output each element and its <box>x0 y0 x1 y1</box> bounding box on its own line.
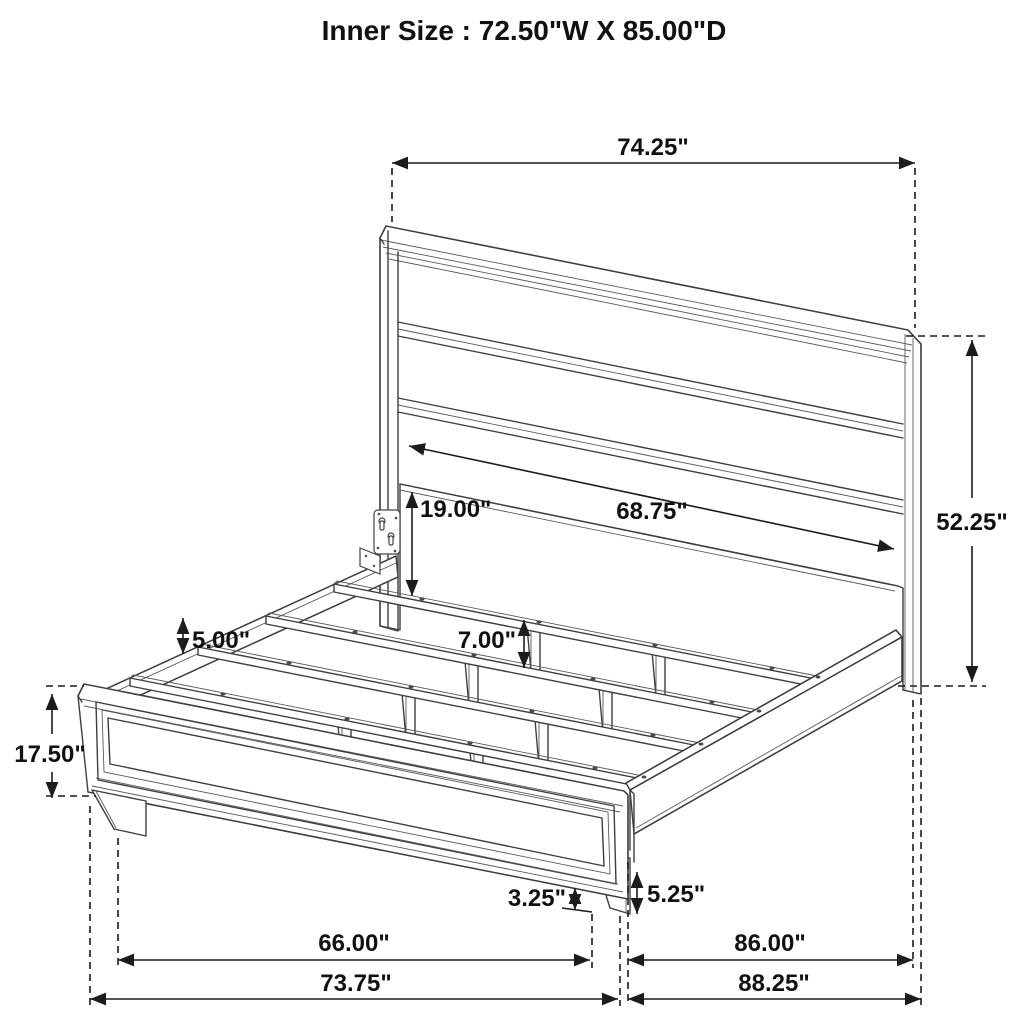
dim-label-slat-gap: 5.00" <box>192 627 251 654</box>
drawing-title: Inner Size : 72.50"W X 85.00"D <box>321 15 727 46</box>
dim-label-top-width: 74.25" <box>617 134 689 161</box>
dim-label-inner-length: 66.00" <box>318 930 390 957</box>
dim-label-overall-length: 88.25" <box>738 970 810 997</box>
dim-label-inner-width: 68.75" <box>616 498 688 525</box>
dim-label-headboard-height: 52.25" <box>936 509 1008 536</box>
dim-label-floor-clearance: 3.25" <box>507 885 566 912</box>
dim-label-leg-height: 7.00" <box>457 627 516 654</box>
dim-label-rail-depth: 5.25" <box>647 881 706 908</box>
headboard <box>380 226 921 694</box>
dim-label-slat-to-panel: 19.00" <box>420 496 492 523</box>
dim-label-footboard-width: 73.75" <box>320 970 392 997</box>
dim-label-rail-length: 86.00" <box>734 930 806 957</box>
dim-label-footboard-height: 17.50" <box>14 741 86 768</box>
